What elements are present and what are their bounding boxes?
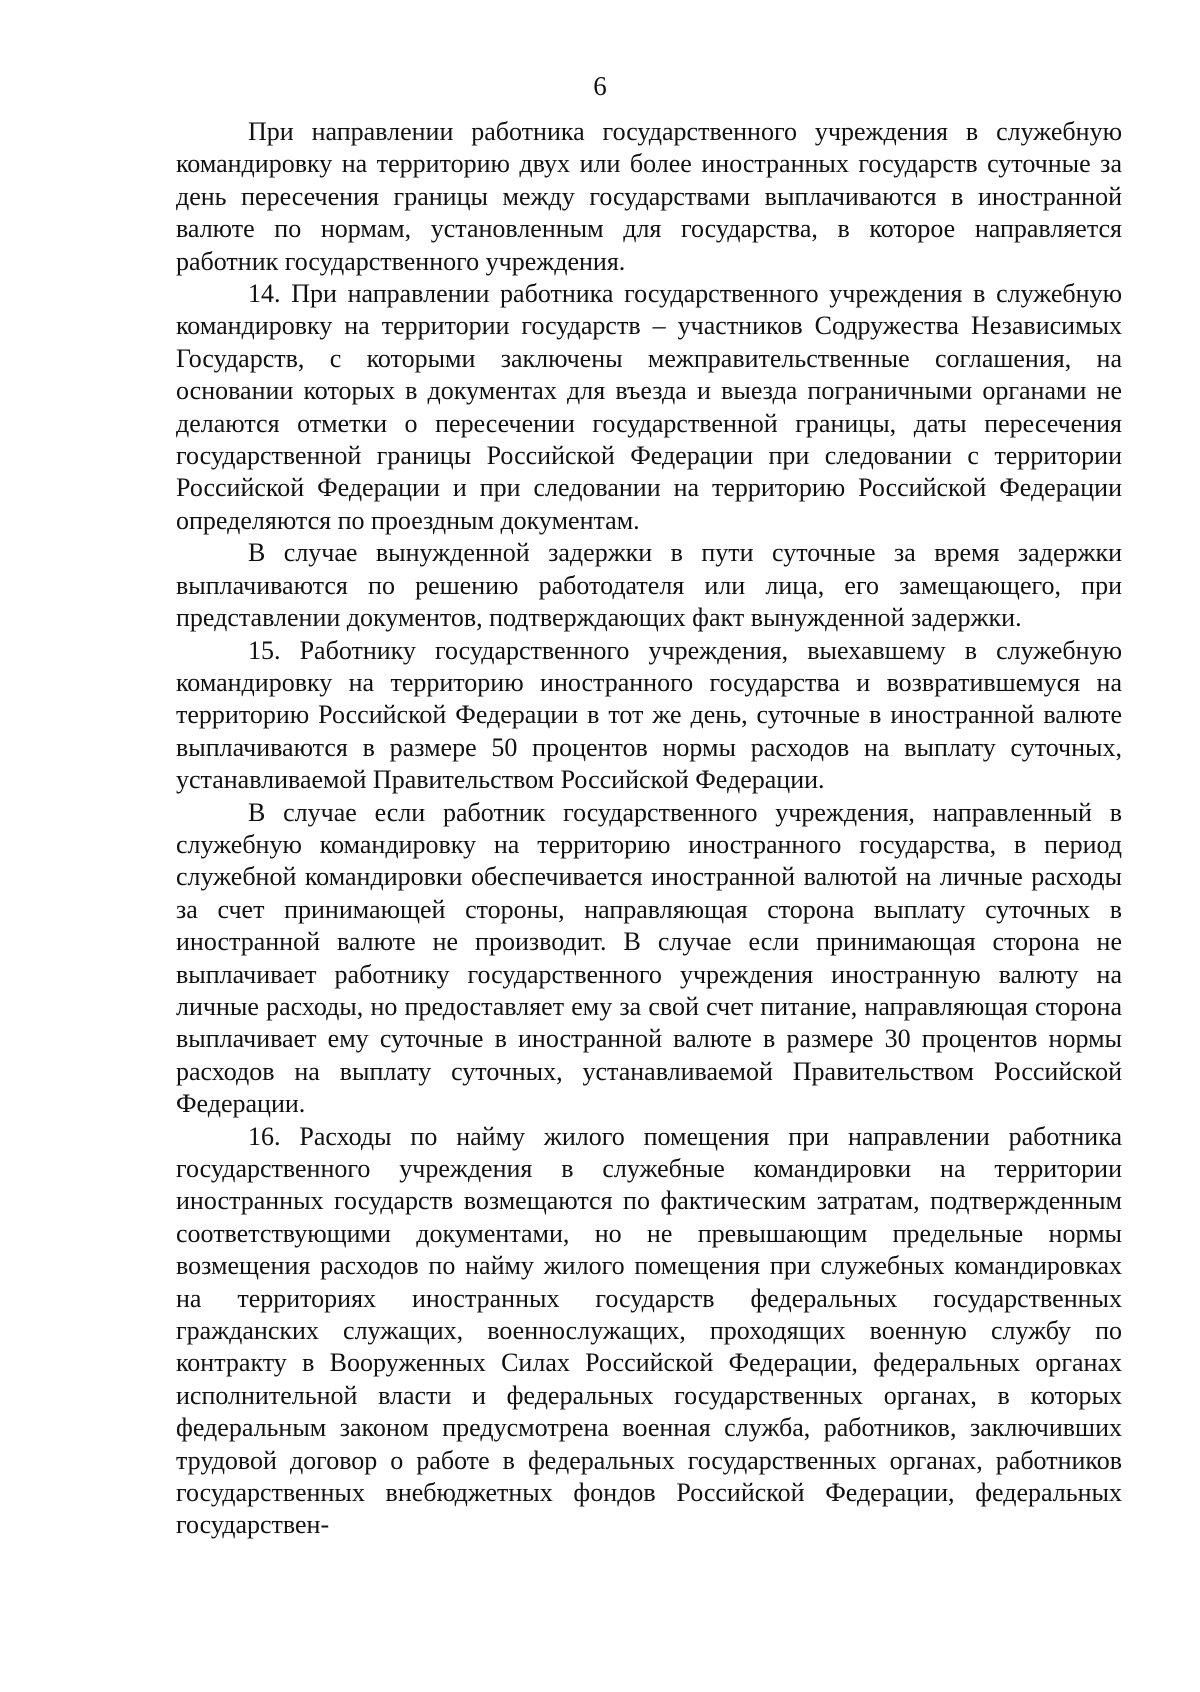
paragraph-border-crossing: При направлении работника государственного учреждения в служебную командировку на территорию двух или более иностранных государств суточные за день пересечения границы между государствами выплачиваются в иностранной валюте по нормам, установленным для государства, в которое направляется работник государственного учреждения.: [176, 117, 1122, 276]
document-body: [176, 116, 1122, 1542]
paragraph-forced-delay: В случае вынужденной задержки в пути суточные за время задержки выплачиваются по решению работодателя или лица, его замещающего, при представлении документов, подтверждающих факт вынужденной задержки.: [176, 538, 1122, 633]
paragraph-16-accommodation: 16. Расходы по найму жилого помещения при направлении работника государственного учреждения в служебные командировки на территории иностранных государств возмещаются по фактическим затратам, подтвержденным соответствующими документами, но не превышающим предельные нормы возмещения расходов по найму жилого помещения при служебных командировках на территориях иностранных государств федеральных государственных гражданских служащих, военнослужащих, проходящих военную службу по контракту в Вооруженных Силах Российской Федерации, федеральных органах исполнительной власти и федеральных государственных органах, в которых федеральным законом предусмотрена военная служба, работников, заключивших трудовой договор о работе в федеральных государственных органах, работников государственных внебюджетных фондов Российской Федерации, федеральных государствен-: [176, 1121, 1122, 1540]
paragraph-14-cis-border-dates: 14. При направлении работника государственного учреждения в служебную командировку на территории государств – участников Содружества Независимых Государств, с которыми заключены межправительственные соглашения, на основании которых в документах для въезда и выезда пограничными органами не делаются отметки о пересечении государственной границы, даты пересечения государственной границы Российской Федерации при следовании с территории Российской Федерации и при следовании на территорию Российской Федерации определяются по проездным документам.: [176, 279, 1122, 535]
paragraph-host-side-expenses: В случае если работник государственного учреждения, направленный в служебную командировку на территорию иностранного государства, в период служебной командировки обеспечивается иностранной валютой на личные расходы за счет принимающей стороны, направляющая сторона выплату суточных в иностранной валюте не производит. В случае если принимающая сторона не выплачивает работнику государственного учреждения иностранную валюту на личные расходы, но предоставляет ему за свой счет питание, направляющая сторона выплачивает ему суточные в иностранной валюте в размере 30 процентов нормы расходов на выплату суточных, устанавливаемой Правительством Российской Федерации.: [176, 797, 1122, 1119]
paragraph-15-same-day-return: 15. Работнику государственного учреждения, выехавшему в служебную командировку на территорию иностранного государства и возвратившемуся на территорию Российской Федерации в тот же день, суточные в иностранной валюте выплачиваются в размере 50 процентов нормы расходов на выплату суточных, устанавливаемой Правительством Российской Федерации.: [176, 635, 1122, 795]
page-number: 6: [593, 71, 607, 101]
